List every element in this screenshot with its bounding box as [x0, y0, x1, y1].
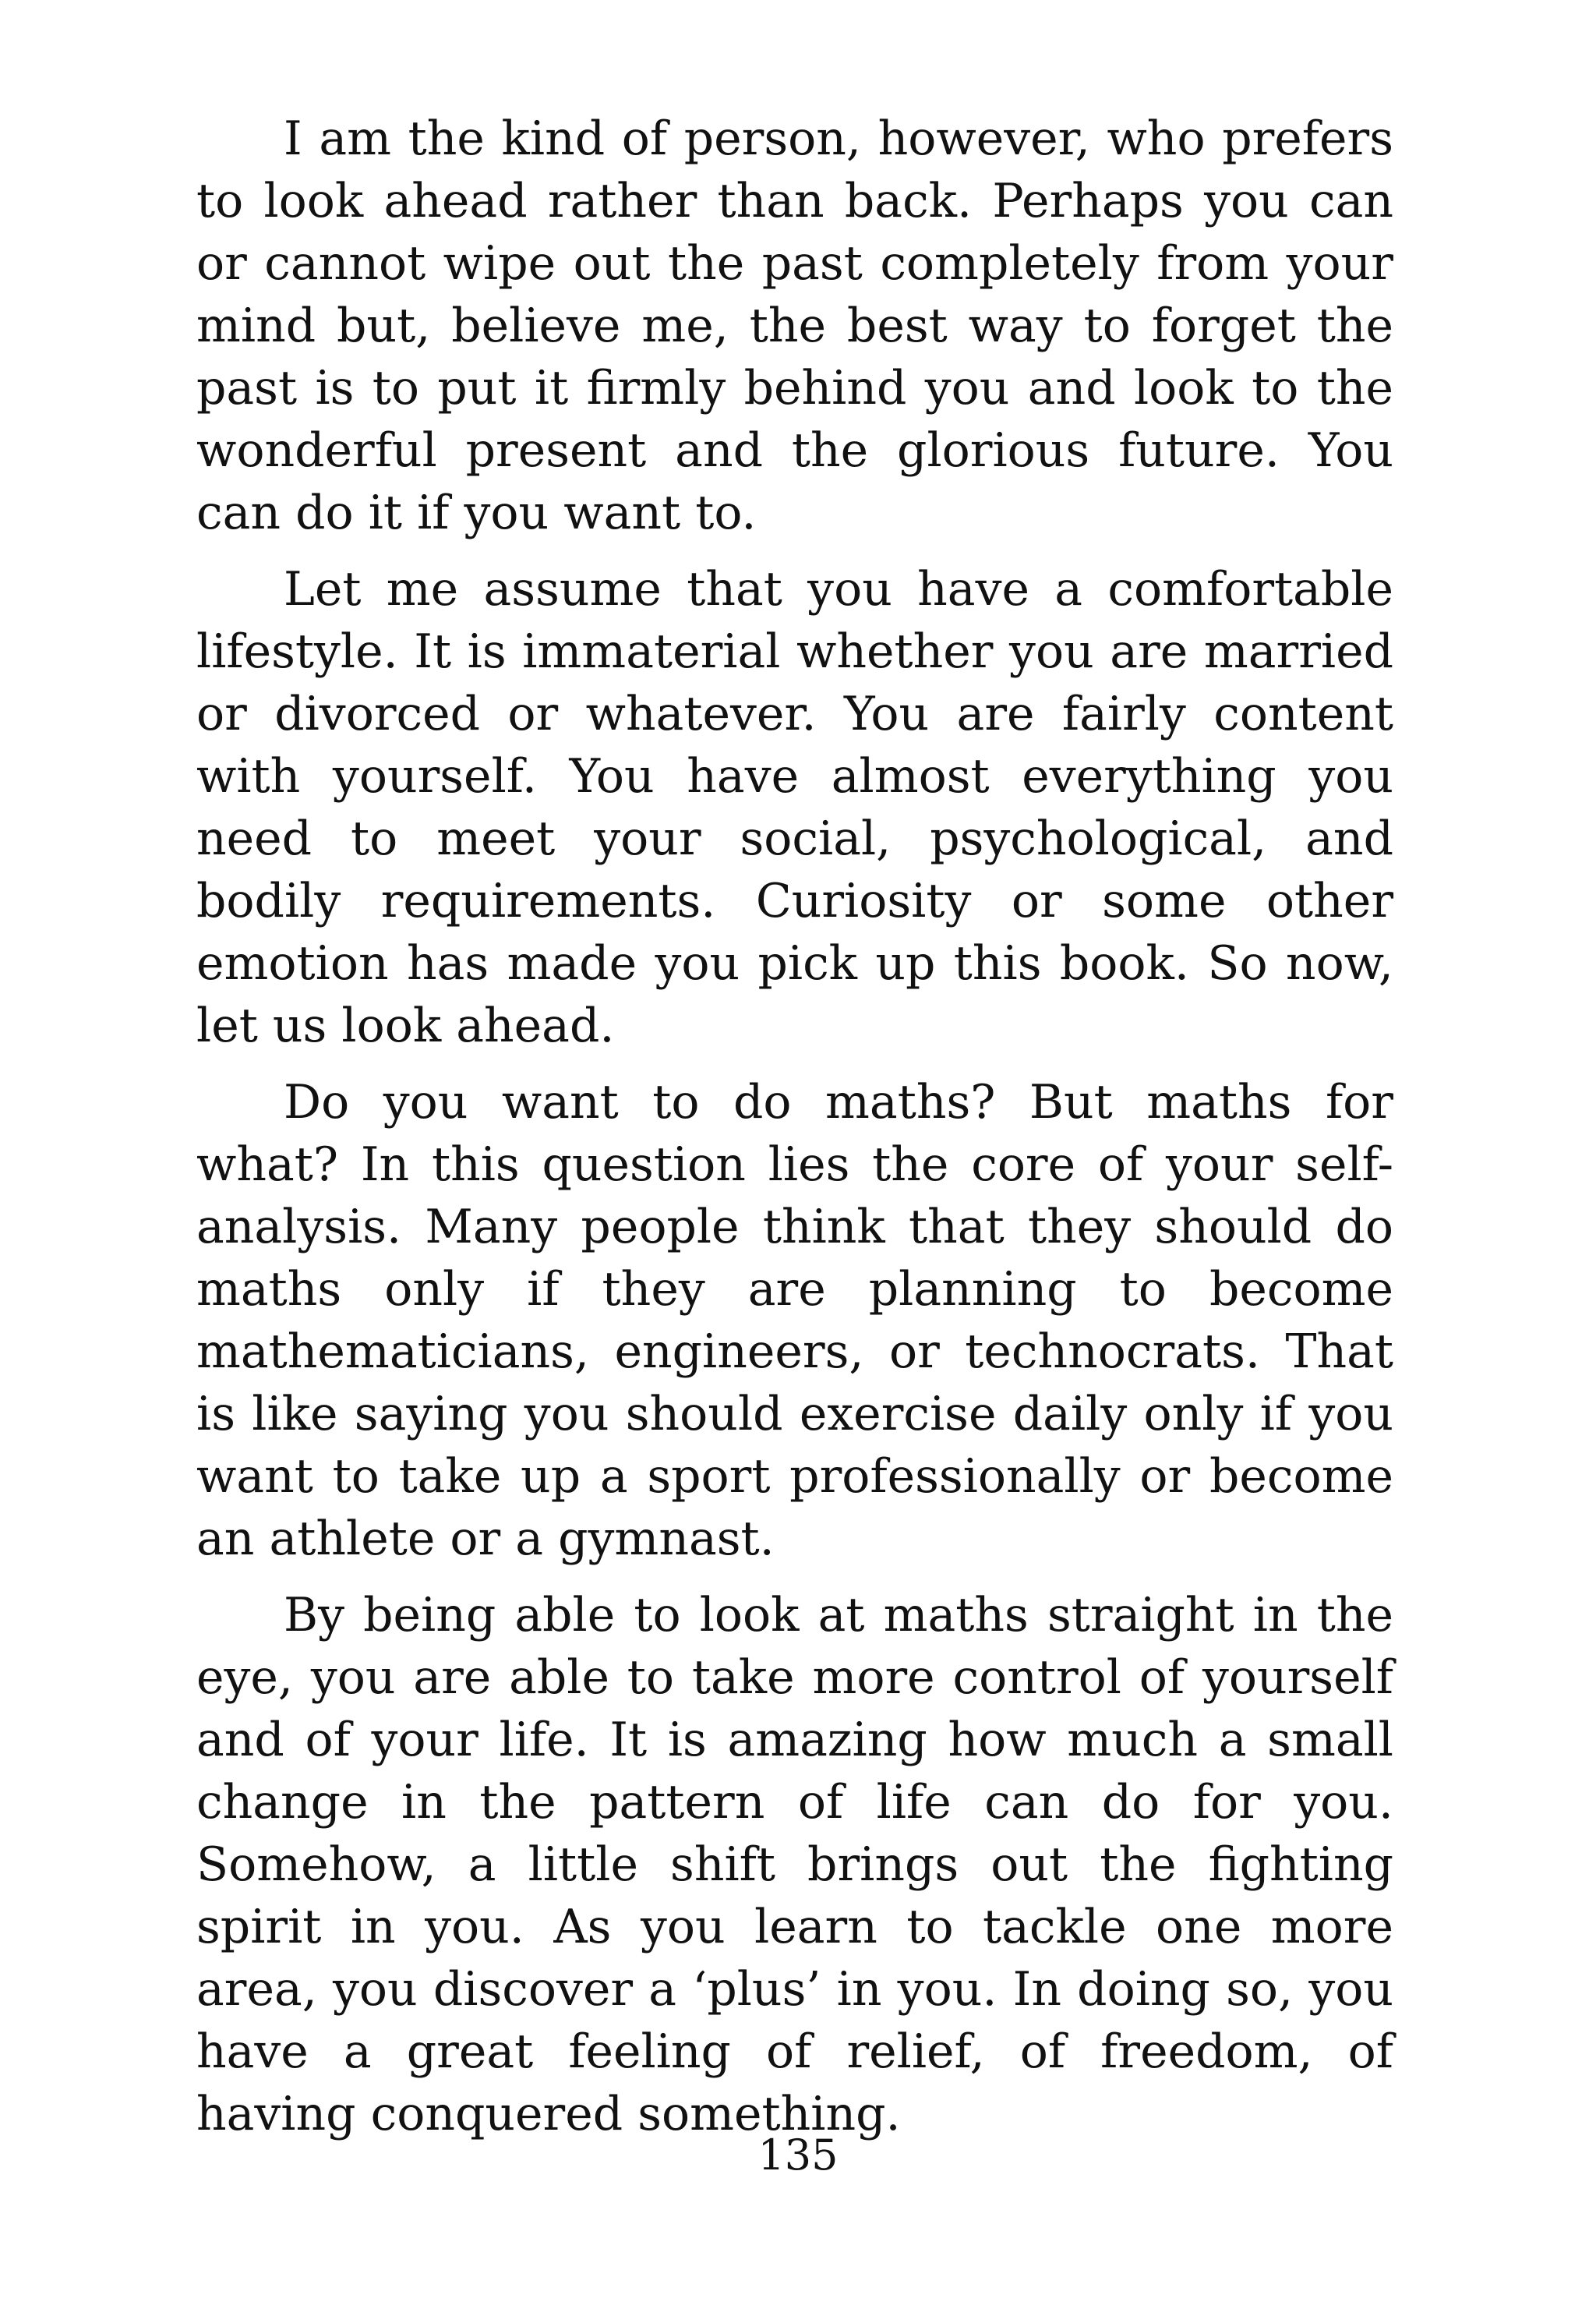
paragraph-1: I am the kind of person, however, who prefers to look ahead rather than back. Perhaps you can or cannot wipe out the past completely from your mind but, believe me, the best way to forget the past is to put it firmly behind you and look to the wonderful present and the glorious future. You can do it if you want to. — [196, 111, 1393, 540]
page-number: 135 — [757, 2130, 839, 2180]
paragraph-3: Do you want to do maths? But maths for what? In this question lies the core of your self-analysis. Many people think that they should do maths only if they are planning to become mathematicians, engineers, or technocrats. That is like saying you should exercise daily only if you want to take up a sport professionally or become an athlete or a gymnast. — [196, 1075, 1393, 1566]
paragraph-4: By being able to look at maths straight in the eye, you are able to take more control of yourself and of your life. It is amazing how much a small change in the pattern of life can do for you. Somehow, a little shift brings out the fighting spirit in you. As you learn to tackle one more area, you discover a ‘plus’ in you. In doing so, you have a great feeling of relief, of freedom, of having conquered something. — [196, 1588, 1393, 2141]
paragraph-2: Let me assume that you have a comfortable lifestyle. It is immaterial whether you are married or divorced or whatever. You are fairly content with yourself. You have almost everything you need to meet your social, psychological, and bodily requirements. Curiosity or some other emotion has made you pick up this book. So now, let us look ahead. — [196, 562, 1393, 1053]
body-text — [196, 108, 1393, 2159]
